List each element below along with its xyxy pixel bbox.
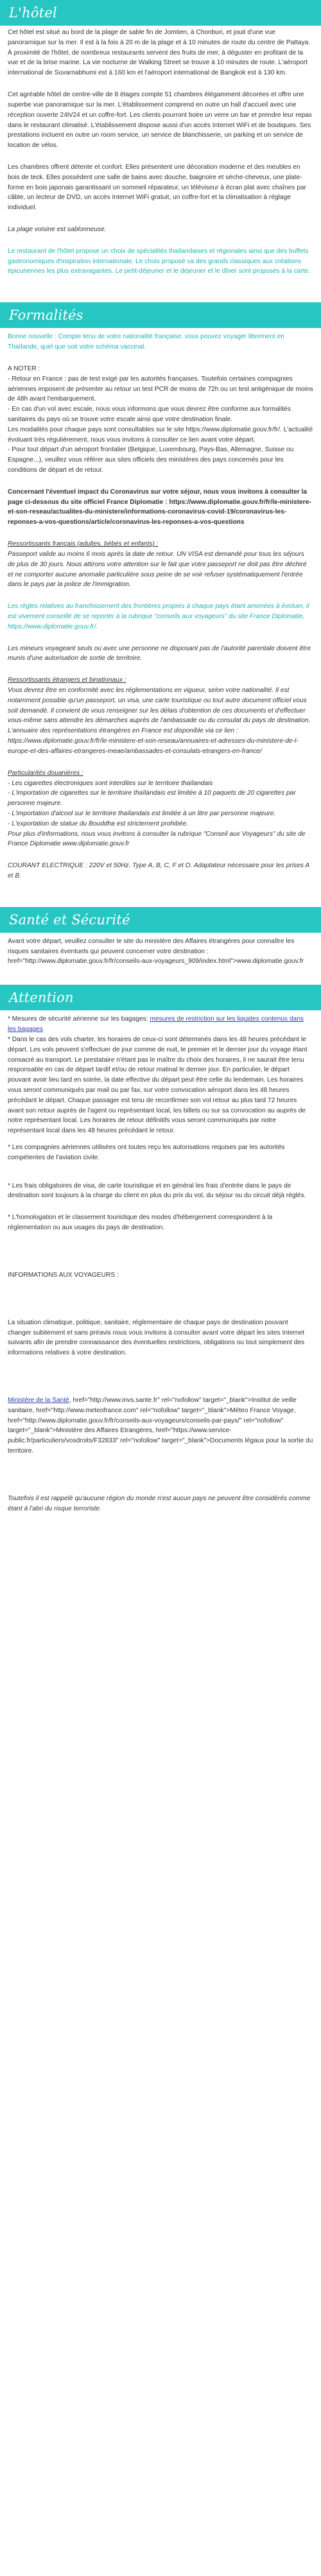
- attention-paragraph: * Les frais obligatoires de visa, de carte touristique et en général les frais d'entrée dans le pays de destination sont toujours à la charge du client en plus du prix du vol, du séjour ou du circuit déjà réglés.: [8, 1182, 306, 1200]
- douane-item: - Les cigarettes électroniques sont interdites sur le territoire thaïlandais: [8, 779, 213, 787]
- covid-notice: Concernant l'éventuel impact du Coronavirus sur votre séjour, nous vous invitons à consulter la page ci-dessous du site officiel France Diplomatie : https://www.diplomatie.gouv.fr/fr/le-ministere-et-son-reseau/actualites-du-ministere/informations-coronavirus-covid-19/coronavirus-les-reponses-a-vos-questions/article/coronavirus-les-reponses-a-vos-questions: [8, 488, 311, 526]
- section-attention: [0, 1010, 321, 1514]
- section-banner-sante: [0, 907, 321, 933]
- douane-item: - L'importation d'alcool sur le territoire thaïlandais est limitée à un litre par personne majeure.: [8, 809, 276, 817]
- attention-bagages-label: * Mesures de sécurité aérienne sur les bagages:: [8, 1016, 150, 1023]
- info-sites-text: , href="http://www.invs.sante.fr" rel="nofollow" target="_blank">Institut de veille sanitaire, href="http://www.meteofrance.com" rel="nofollow" target="_blank">Méteo France Voyage, href="http://www.diplomatie.gouv.fr/fr/conseils-aux-voyageurs/conseils-par-pays/" rel="nofollow" target="_blank">Ministère des Affaires Etrangères, href="https://www.service-public.fr/particuliers/vosdroits/F32833" rel="nofollow" target="_blank">Documents légaux pour la sortie du territoire.: [8, 1396, 313, 1455]
- section-banner-formalites: [0, 302, 321, 328]
- restriction-liquides-link[interactable]: mesures de restriction sur les liquides contenus dans les bagages: [8, 1016, 304, 1033]
- attention-paragraph: * L'homologation et le classement touristique des modes d'hébergement correspondent à la réglementation ou aux usages du pays de destination.: [8, 1214, 273, 1232]
- section-title-sante: Santé et Sécurité: [9, 912, 130, 928]
- attention-bagages: [8, 1014, 313, 1035]
- formalites-intro: Bonne nouvelle : Compte tenu de votre nationalité française, vous pouvez voyager librement en Thaïlande, quel que soit votre schéma vaccinal.: [8, 333, 284, 351]
- section-title-formalites: Formalités: [9, 307, 83, 323]
- courant-electrique: COURANT ELECTRIQUE : 220V et 50Hz. Type A, B, C, F et O. Adaptateur nécessaire pour les prises A et B.: [8, 862, 309, 879]
- attention-paragraph: * Dans le cas des vols charter, les horaires de ceux-ci sont déterminés dans les 48 heures précédant le départ. Les vols peuvent s'effectuer de jour comme de nuit, le premier et le dernier jour du voyage étant consacré au transport. Le prestataire n'étant pas le maître du choix des horaires, il ne saurait être tenu responsable en cas de départ tardif et/ou de retour matinal le dernier jour. En particulier, le départ pouvant avoir lieu tard en soirée, la date effective du départ peut être celle du lendemain. Les horaires vous seront communiqués par mail ou par fax, sur votre convocation aéroport dans les 48 heures précédant le départ. Chaque passager est tenu de reconfirmer son vol retour au plus tard 72 heures avant son retour auprès de l'agent ou représentant local, les billets ou sur sa convocation au auprès de notre représentant local. Les horaires de retour définitifs vous seront communiqués par notre représentant local dans les 48 heures précédant le retour.: [8, 1035, 308, 1135]
- section-banner-attention: [0, 985, 321, 1010]
- douane-item: - L'importation de cigarettes sur le territoire thaïlandais est limitée à 10 paquets de 20 cigarettes par personne majeure.: [8, 790, 296, 808]
- etrangers-title: Ressortissants étrangers et binationaux :: [8, 677, 126, 684]
- etrangers-annuaire: L'annuaire des représentations étrangères en France est disponible via ce lien : https://www.diplomatie.gouv.fr/fr/le-ministere-et-son-reseau/annuaires-et-adresses-du-ministere-de-l-europe-et-des-affaires-etrangeres-meae/ambassades-et-consulats-etrangers-en-france/: [8, 727, 299, 755]
- info-sites: [8, 1396, 313, 1457]
- ressortissants-text: Passeport valide au moins 6 mois après la date de retour. UN VISA est demandé pour tous les séjours de plus de 30 jours. Nous attirons votre attention sur le fait que votre passeport ne doit pas être déchiré et ne comporter aucune anomalie particulière sous peine de se voir refuser systématiquement l'entrée dans le pays par la police de l'immigration.: [8, 550, 307, 589]
- ressortissants-title: Ressortissants français (adultes, bébés et enfants) :: [8, 540, 159, 548]
- hotel-paragraph: Les chambres offrent détente et confort. Elles présentent une décoration moderne et des meubles en bois de teck. Elles possèdent une salle de bains avec douche, baignoire et sèche-cheveux, une plate-forme en bois japonais garantissant un sommeil réparateur, un téléviseur à écran plat avec chaînes par câble, un lecteur de DVD, un accès Internet WiFi gratuit, un coffre-fort et la climatisation à réglage individuel.: [8, 163, 306, 212]
- hotel-paragraph: Cet agréable hôtel de centre-ville de 8 étages compte 51 chambres élégamment décorées et offre une superbe vue panoramique sur la mer. L'établissement comprend en outre un hall d'accueil avec une réception ouverte 24h/24 et un coffre-fort. Les clients pourront boire un verre un bar et prendre leur repas dans le restaurant climatisé. L'établissement dispose aussi d'un accès Internet WiFi et de boutiques. Ses prestations incluent en outre un room service, un service de blanchisserie, un parking et un service de location de vélos.: [8, 91, 312, 150]
- info-text: La situation climatique, politique, sanitaire, réglementaire de chaque pays de destination pouvant changer subitement et sans préavis nous vous invitons à consulter avant votre départ les sites Internet suivants afin de prendre connaissance des éventuelles restrictions, obligations ou tout simplement des informations relatives à votre destination.: [8, 1318, 305, 1357]
- douane-item: Pour plus d'informations, nous vous invitons à consulter la rubrique "Conseil aux Voyageurs" du site de France Diplomatie www.diplomatie.gouv.fr: [8, 830, 306, 848]
- etrangers-text: Vous devrez être en conformité avec les réglementations en vigueur, selon votre nationalité. Il est notamment possible qu'un passeport, un visa, une carte touristique ou tout autre document officiel vous soit demandé. Il convient de vous renseigner sur les délais d'obtention de ces documents et d'effectuer vous-même sans attendre les démarches auprès de l'ambassade ou du consulat du pays de destination.: [8, 687, 311, 725]
- note-item: Les modalités pour chaque pays sont consultables sur le site https://www.diplomatie.gouv.fr/fr/. L'actualité évoluant très régulièrement, nous vous invitons à consulter ce lien avant votre départ.: [8, 426, 313, 444]
- section-title-hotel: L'hôtel: [9, 4, 57, 21]
- note-title: A NOTER :: [8, 365, 40, 372]
- sante-text: Avant votre départ, veuillez consulter le site du ministère des Affaires étrangères pour connaître les risques sanitaires éventuels qui peuvent concerner votre destination : href="http://www.diplomatie.gouv.fr/fr/conseils-aux-voyageurs_909/index.html">www.diplomatie.gouv.fr: [8, 937, 304, 965]
- section-formalites: [0, 328, 321, 881]
- note-item: - Pour tout départ d'un aéroport frontalier (Belgique, Luxembourg, Pays-Bas, Allemagne, Suisse ou Espagne...), veuillez vous référer aux sites officiels des ministères des pays concernés pour les conditions de départ et de retour.: [8, 446, 294, 474]
- hotel-paragraph: Cet hôtel est situé au bord de la plage de sable fin de Jomtien, à Chonburi, et jouit d'une vue panoramique sur la mer. Il est à la fois à 20 m de la plage et à 10 minutes de route du centre de Pattaya. À proximité de l'hôtel, de nombreux restaurants servent des fruits de mer, à déguster en profitant de la vue et de la brise marine. La vie nocturne de Walking Street se trouve à 10 minutes de route. L'aéroport international de Suvarnabhumi est à 160 km et l'aéroport international de Bangkok est à 130 km.: [8, 29, 311, 77]
- info-title: INFORMATIONS AUX VOYAGEURS :: [8, 1271, 119, 1279]
- mineurs-text: Les mineurs voyageant seuls ou avec une personne ne disposant pas de l'autorité parentale doivent être munis d'une autorisation de sortie de territoire.: [8, 644, 311, 662]
- section-banner-hotel: [0, 0, 321, 26]
- section-hotel: [0, 26, 321, 277]
- douane-item: - L'exportation de statue du Bouddha est strictement prohibée.: [8, 820, 189, 827]
- regles-text: Les règles relatives au franchissement des frontières propres à chaque pays étant amenées à évoluer, il est vivement conseillé de se reporter à la rubrique "conseils aux voyageurs" du site France Diplomatie, https://www.diplomatie.gouv.fr/.: [8, 603, 309, 630]
- note-item: - En cas d'un vol avec escale, nous vous informons que vous devrez être conforme aux formalités sanitaires du pays où se trouve votre escale ainsi que votre destination finale.: [8, 406, 291, 423]
- hotel-paragraph: Le restaurant de l'hôtel propose un choix de spécialités thaïlandaises et régionales ainsi que des buffets gastronomiques d'inspiration internationale. Le choix proposé va des grands classiques aux créations épicuriennes les plus extravagantes. Le petit-déjeuner et le déjeuner et le dîner sont proposés à la carte.: [8, 247, 311, 275]
- ministere-sante-link[interactable]: Ministère de la Santé: [8, 1396, 69, 1404]
- note-item: - Retour en France : pas de test exigé par les autorités françaises. Toutefois certaines compagnies aériennes imposent de présenter au retour un test PCR de moins de 72h ou un test antigénique de moins de 48h avant l'embarquement.: [8, 375, 313, 403]
- section-title-attention: Attention: [9, 989, 74, 1005]
- hotel-paragraph: La plage voisine est sablonneuse.: [8, 226, 107, 233]
- attention-paragraph: * Les compagnies aériennes utilisées ont toutes reçu les autorisations requises par les autorités compétentes de l'aviation civile.: [8, 1144, 285, 1161]
- section-sante: [0, 933, 321, 967]
- douane-title: Particularités douanières :: [8, 769, 83, 777]
- terrorisme-notice: Toutefois il est rappelé qu'aucune région du monde n'est aucun pays ne peuvent être considérés comme étant à l'abri du risque terroriste.: [8, 1494, 311, 1512]
